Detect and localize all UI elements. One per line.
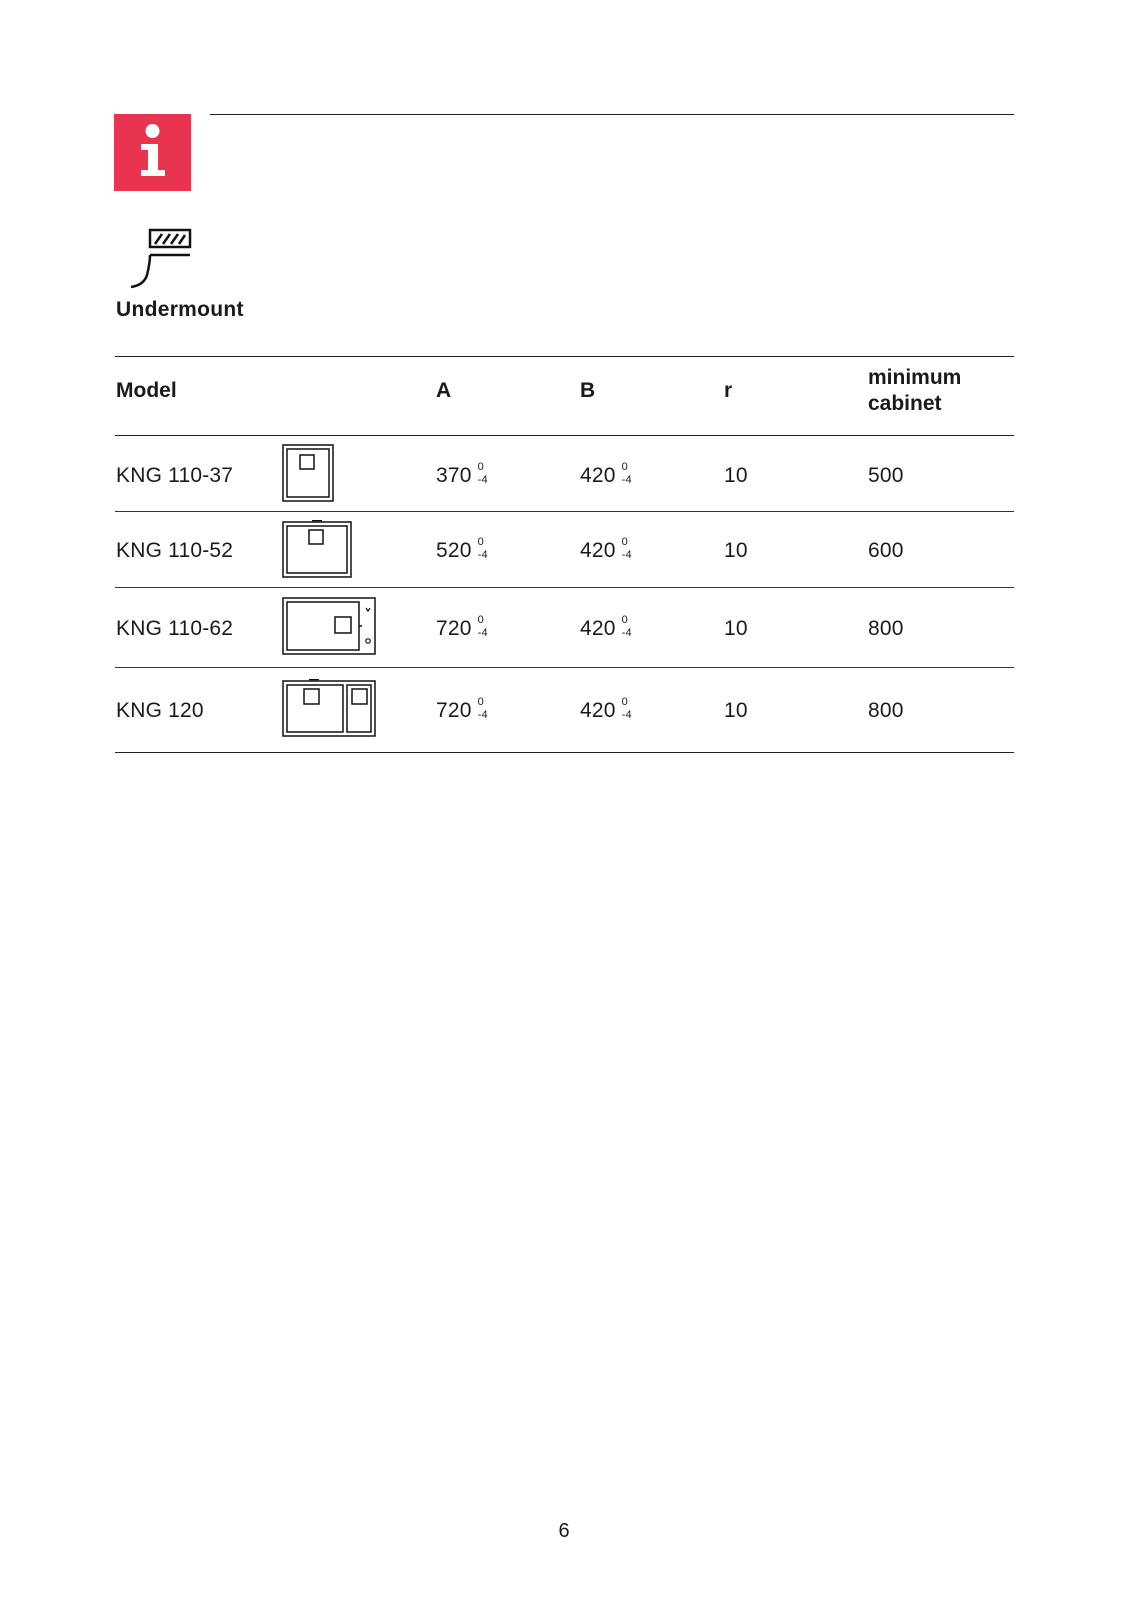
sink-single-bowl-icon bbox=[282, 444, 334, 502]
header-model: Model bbox=[116, 379, 177, 402]
sink-large-bowl-drainer-icon bbox=[282, 597, 376, 655]
cabinet-cell: 800 bbox=[868, 617, 904, 640]
section-title: Undermount bbox=[116, 298, 244, 321]
a-cell: 370 0 -4 bbox=[436, 461, 488, 487]
r-cell: 10 bbox=[724, 539, 748, 562]
sink-double-bowl-icon bbox=[282, 679, 376, 737]
header-r: r bbox=[724, 379, 733, 402]
a-cell: 520 0 -4 bbox=[436, 536, 488, 562]
model-cell: KNG 110-52 bbox=[116, 539, 234, 562]
page-number: 6 bbox=[558, 1520, 570, 1542]
cabinet-cell: 500 bbox=[868, 464, 904, 487]
table-bottom-rule bbox=[115, 752, 1014, 753]
table-top-rule bbox=[115, 356, 1014, 357]
cabinet-cell: 800 bbox=[868, 699, 904, 722]
header-cabinet-line2: cabinet bbox=[868, 392, 942, 415]
model-cell: KNG 110-37 bbox=[116, 464, 234, 487]
header-b: B bbox=[580, 379, 596, 402]
r-cell: 10 bbox=[724, 699, 748, 722]
header-a: A bbox=[436, 379, 452, 402]
model-cell: KNG 110-62 bbox=[116, 617, 234, 640]
b-cell: 420 0 -4 bbox=[580, 696, 632, 722]
model-cell: KNG 120 bbox=[116, 699, 204, 722]
r-cell: 10 bbox=[724, 464, 748, 487]
header-bottom-rule bbox=[115, 435, 1014, 436]
undermount-icon bbox=[128, 228, 198, 298]
b-cell: 420 0 -4 bbox=[580, 461, 632, 487]
top-divider bbox=[210, 114, 1014, 115]
row-divider bbox=[115, 511, 1014, 512]
row-divider bbox=[115, 667, 1014, 668]
row-divider bbox=[115, 587, 1014, 588]
sink-medium-bowl-icon bbox=[282, 520, 352, 578]
cabinet-cell: 600 bbox=[868, 539, 904, 562]
b-cell: 420 0 -4 bbox=[580, 614, 632, 640]
info-icon bbox=[114, 114, 191, 191]
a-cell: 720 0 -4 bbox=[436, 696, 488, 722]
a-cell: 720 0 -4 bbox=[436, 614, 488, 640]
b-cell: 420 0 -4 bbox=[580, 536, 632, 562]
header-cabinet-line1: minimum bbox=[868, 366, 962, 389]
r-cell: 10 bbox=[724, 617, 748, 640]
